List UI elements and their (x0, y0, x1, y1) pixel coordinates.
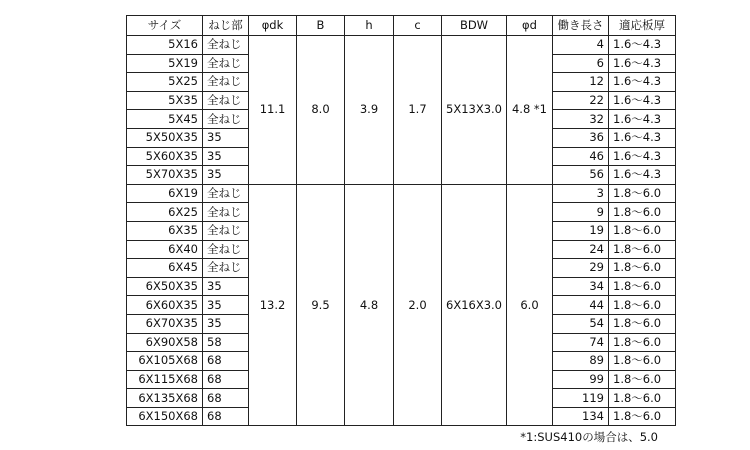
size-cell: 6X40 (127, 240, 203, 259)
size-cell: 5X60X35 (127, 147, 203, 166)
plate-thickness-cell: 1.8〜6.0 (609, 352, 676, 371)
working-length-cell: 36 (553, 128, 609, 147)
working-length-cell: 19 (553, 221, 609, 240)
header-b: B (297, 16, 345, 36)
plate-thickness-cell: 1.8〜6.0 (609, 407, 676, 426)
plate-thickness-cell: 1.8〜6.0 (609, 277, 676, 296)
thread-cell: 35 (203, 166, 249, 185)
d-cell: 6.0 (507, 184, 553, 426)
working-length-cell: 74 (553, 333, 609, 352)
size-cell: 6X135X68 (127, 389, 203, 408)
plate-thickness-cell: 1.6〜4.3 (609, 147, 676, 166)
plate-thickness-cell: 1.6〜4.3 (609, 73, 676, 92)
d-cell: 4.8 *1 (507, 36, 553, 185)
thread-cell: 35 (203, 128, 249, 147)
plate-thickness-cell: 1.6〜4.3 (609, 36, 676, 55)
plate-thickness-cell: 1.8〜6.0 (609, 221, 676, 240)
thread-cell: 68 (203, 389, 249, 408)
header-d: φd (507, 16, 553, 36)
size-cell: 6X70X35 (127, 314, 203, 333)
size-cell: 6X150X68 (127, 407, 203, 426)
size-cell: 5X16 (127, 36, 203, 55)
thread-cell: 全ねじ (203, 54, 249, 73)
header-bdw: BDW (442, 16, 507, 36)
working-length-cell: 89 (553, 352, 609, 371)
size-cell: 6X25 (127, 203, 203, 222)
thread-cell: 全ねじ (203, 203, 249, 222)
thread-cell: 35 (203, 296, 249, 315)
working-length-cell: 29 (553, 259, 609, 278)
header-h: h (345, 16, 394, 36)
thread-cell: 68 (203, 352, 249, 371)
dk-cell: 13.2 (249, 184, 297, 426)
working-length-cell: 44 (553, 296, 609, 315)
size-cell: 5X35 (127, 91, 203, 110)
table-header (127, 16, 676, 36)
working-length-cell: 32 (553, 110, 609, 129)
footnote: *1:SUS410の場合は、5.0 (520, 430, 658, 444)
header-working-length: 働き長さ (553, 16, 609, 36)
plate-thickness-cell: 1.8〜6.0 (609, 259, 676, 278)
c-cell: 1.7 (394, 36, 442, 185)
thread-cell: 全ねじ (203, 240, 249, 259)
h-cell: 3.9 (345, 36, 394, 185)
thread-cell: 35 (203, 147, 249, 166)
plate-thickness-cell: 1.8〜6.0 (609, 314, 676, 333)
working-length-cell: 6 (553, 54, 609, 73)
header-dk: φdk (249, 16, 297, 36)
bdw-cell: 5X13X3.0 (442, 36, 507, 185)
h-cell: 4.8 (345, 184, 394, 426)
thread-cell: 全ねじ (203, 73, 249, 92)
b-cell: 9.5 (297, 184, 345, 426)
spec-table (126, 15, 676, 426)
plate-thickness-cell: 1.6〜4.3 (609, 110, 676, 129)
working-length-cell: 9 (553, 203, 609, 222)
size-cell: 6X45 (127, 259, 203, 278)
plate-thickness-cell: 1.6〜4.3 (609, 128, 676, 147)
dk-cell: 11.1 (249, 36, 297, 185)
size-cell: 6X60X35 (127, 296, 203, 315)
thread-cell: 35 (203, 314, 249, 333)
size-cell: 5X19 (127, 54, 203, 73)
working-length-cell: 99 (553, 370, 609, 389)
size-cell: 5X50X35 (127, 128, 203, 147)
table-row (127, 184, 676, 203)
working-length-cell: 119 (553, 389, 609, 408)
plate-thickness-cell: 1.8〜6.0 (609, 296, 676, 315)
working-length-cell: 24 (553, 240, 609, 259)
working-length-cell: 4 (553, 36, 609, 55)
thread-cell: 35 (203, 277, 249, 296)
plate-thickness-cell: 1.8〜6.0 (609, 240, 676, 259)
working-length-cell: 34 (553, 277, 609, 296)
thread-cell: 全ねじ (203, 221, 249, 240)
header-c: c (394, 16, 442, 36)
table-body (127, 36, 676, 426)
header-thread: ねじ部 (203, 16, 249, 36)
size-cell: 6X105X68 (127, 352, 203, 371)
size-cell: 5X25 (127, 73, 203, 92)
plate-thickness-cell: 1.8〜6.0 (609, 333, 676, 352)
b-cell: 8.0 (297, 36, 345, 185)
header-row (127, 16, 676, 36)
c-cell: 2.0 (394, 184, 442, 426)
working-length-cell: 3 (553, 184, 609, 203)
table-row (127, 36, 676, 55)
header-plate-thickness: 適応板厚 (609, 16, 676, 36)
header-size: サイズ (127, 16, 203, 36)
thread-cell: 全ねじ (203, 259, 249, 278)
working-length-cell: 56 (553, 166, 609, 185)
size-cell: 6X115X68 (127, 370, 203, 389)
thread-cell: 全ねじ (203, 36, 249, 55)
working-length-cell: 22 (553, 91, 609, 110)
size-cell: 6X50X35 (127, 277, 203, 296)
plate-thickness-cell: 1.8〜6.0 (609, 370, 676, 389)
plate-thickness-cell: 1.8〜6.0 (609, 203, 676, 222)
size-cell: 6X35 (127, 221, 203, 240)
plate-thickness-cell: 1.6〜4.3 (609, 54, 676, 73)
working-length-cell: 12 (553, 73, 609, 92)
working-length-cell: 134 (553, 407, 609, 426)
thread-cell: 58 (203, 333, 249, 352)
plate-thickness-cell: 1.8〜6.0 (609, 184, 676, 203)
plate-thickness-cell: 1.8〜6.0 (609, 389, 676, 408)
size-cell: 5X70X35 (127, 166, 203, 185)
thread-cell: 全ねじ (203, 110, 249, 129)
working-length-cell: 54 (553, 314, 609, 333)
plate-thickness-cell: 1.6〜4.3 (609, 91, 676, 110)
bdw-cell: 6X16X3.0 (442, 184, 507, 426)
thread-cell: 68 (203, 407, 249, 426)
thread-cell: 全ねじ (203, 91, 249, 110)
size-cell: 6X19 (127, 184, 203, 203)
size-cell: 6X90X58 (127, 333, 203, 352)
thread-cell: 全ねじ (203, 184, 249, 203)
working-length-cell: 46 (553, 147, 609, 166)
size-cell: 5X45 (127, 110, 203, 129)
thread-cell: 68 (203, 370, 249, 389)
plate-thickness-cell: 1.6〜4.3 (609, 166, 676, 185)
